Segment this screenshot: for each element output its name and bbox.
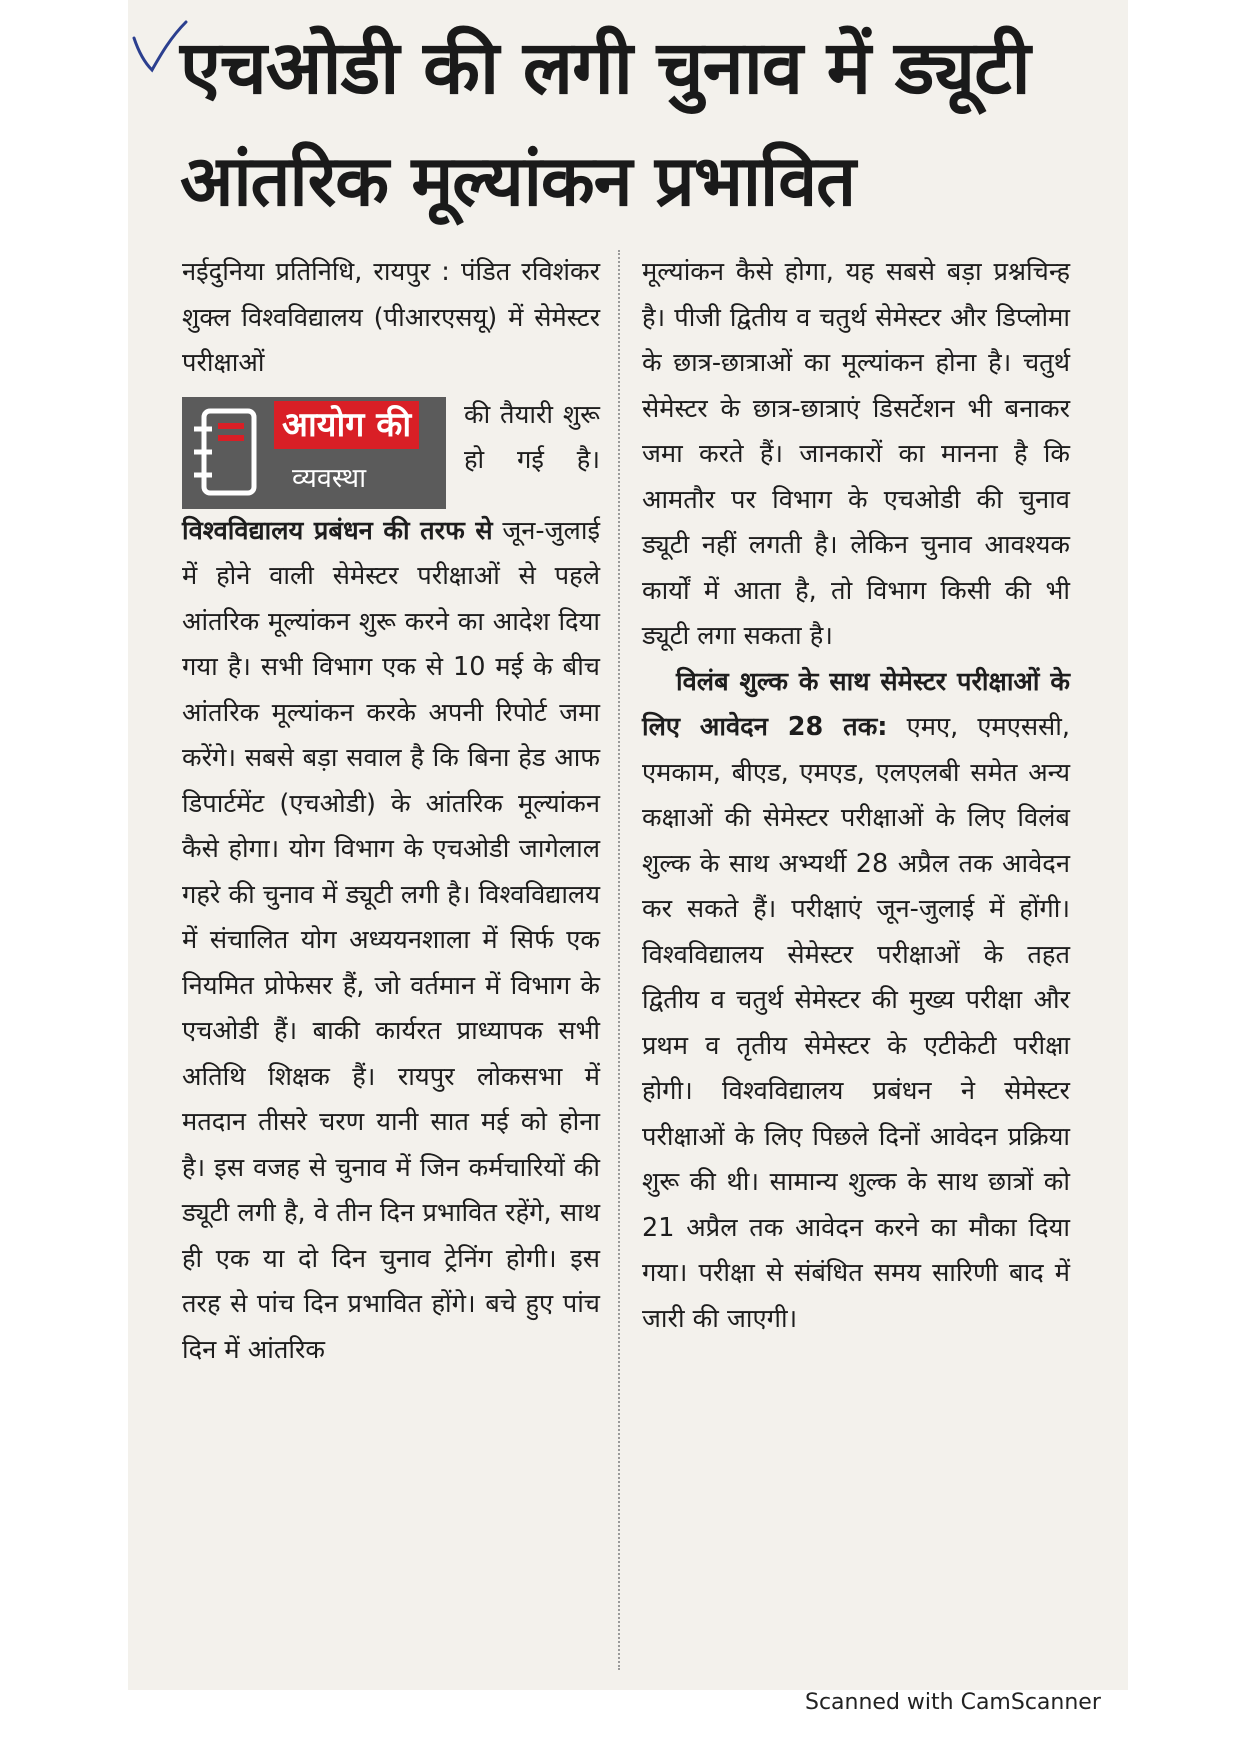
headline-line-1: एचओडी की लगी चुनाव में ड्यूटी <box>180 25 1030 111</box>
article-left-paragraph <box>182 509 600 1374</box>
section-box <box>182 397 446 509</box>
camscanner-watermark: Scanned with CamScanner <box>805 1690 1101 1715</box>
section-box-row <box>182 393 600 509</box>
column-divider <box>618 250 621 1670</box>
article-subheading: विलंब शुल्क के साथ सेमेस्टर परीक्षाओं के लिए आवेदन 28 तक: <box>642 666 1070 742</box>
article-column-left <box>182 250 600 1373</box>
article-box-side-text: की तैयारी शुरू हो गई है। <box>464 399 600 475</box>
notebook-icon <box>190 407 260 497</box>
section-box-subtitle: व्यवस्था <box>292 462 367 494</box>
article-right-paragraph-1: मूल्यांकन कैसे होगा, यह सबसे बड़ा प्रश्नचिन्ह है। पीजी द्वितीय व चतुर्थ सेमेस्टर और डिप्लोमा के छात्र-छात्राओं का मूल्यांकन होना है। चतुर्थ सेमेस्टर के छात्र-छात्राएं डिसर्टेशन भी बनाकर जमा करते हैं। जानकारों का मानना है कि आमतौर पर विभाग के एचओडी की चुनाव ड्यूटी नहीं लगती है। लेकिन चुनाव आवश्यक कार्यों में आता है, तो विभाग किसी की भी ड्यूटी लगा सकता है। <box>642 257 1070 651</box>
article-lead: विश्वविद्यालय प्रबंधन की तरफ से <box>182 515 493 546</box>
article-right-body: एमए, एमएससी, एमकाम, बीएड, एमएड, एलएलबी समेत अन्य कक्षाओं की सेमेस्टर परीक्षाओं के लिए विलंब शुल्क के साथ अभ्यर्थी 28 अप्रैल तक आवेदन कर सकते हैं। परीक्षाएं जून-जुलाई में होंगी। विश्वविद्यालय सेमेस्टर परीक्षाओं के तहत द्वितीय व चतुर्थ सेमेस्टर की मुख्य परीक्षा और प्रथम व तृतीय सेमेस्टर के एटीकेटी परीक्षा होगी। विश्वविद्यालय प्रबंधन ने सेमेस्टर परीक्षाओं के लिए पिछले दिनों आवेदन प्रक्रिया शुरू की थी। सामान्य शुल्क के साथ छात्रों को 21 अप्रैल तक आवेदन करने का मौका दिया गया। परीक्षा से संबंधित समय सारिणी बाद में जारी की जाएगी। <box>642 712 1070 1334</box>
article-left-body: जून-जुलाई में होने वाली सेमेस्टर परीक्षाओं से पहले आंतरिक मूल्यांकन शुरू करने का आदेश दिया गया है। सभी विभाग एक से 10 मई के बीच आंतरिक मूल्यांकन करके अपनी रिपोर्ट जमा करेंगे। सबसे बड़ा सवाल है कि बिना हेड आफ डिपार्टमेंट (एचओडी) के आंतरिक मूल्यांकन कैसे होगा। योग विभाग के एचओडी जागेलाल गहरे की चुनाव में ड्यूटी लगी है। विश्वविद्यालय में संचालित योग अध्ययनशाला में सिर्फ एक नियमित प्रोफेसर हैं, जो वर्तमान में विभाग के एचओडी हैं। बाकी कार्यरत प्राध्यापक सभी अतिथि शिक्षक हैं। रायपुर लोकसभा में मतदान तीसरे चरण यानी सात मई को होना है। इस वजह से चुनाव में जिन कर्मचारियों की ड्यूटी लगी है, वे तीन दिन प्रभावित रहेंगे, साथ ही एक या दो दिन चुनाव ट्रेनिंग होगी। इस तरह से पांच दिन प्रभावित होंगे। बचे हुए पांच दिन में आंतरिक <box>182 515 600 1365</box>
section-box-title: आयोग की <box>274 401 419 449</box>
headline-line-2: आंतरिक मूल्यांकन प्रभावित <box>180 140 856 222</box>
article-intro: नईदुनिया प्रतिनिधि, रायपुर : पंडित रविशंकर शुक्ल विश्वविद्यालय (पीआरएसयू) में सेमेस्टर परीक्षाओं <box>182 257 600 378</box>
article-right-paragraph-2 <box>642 660 1070 1343</box>
article-column-right <box>642 250 1070 1342</box>
